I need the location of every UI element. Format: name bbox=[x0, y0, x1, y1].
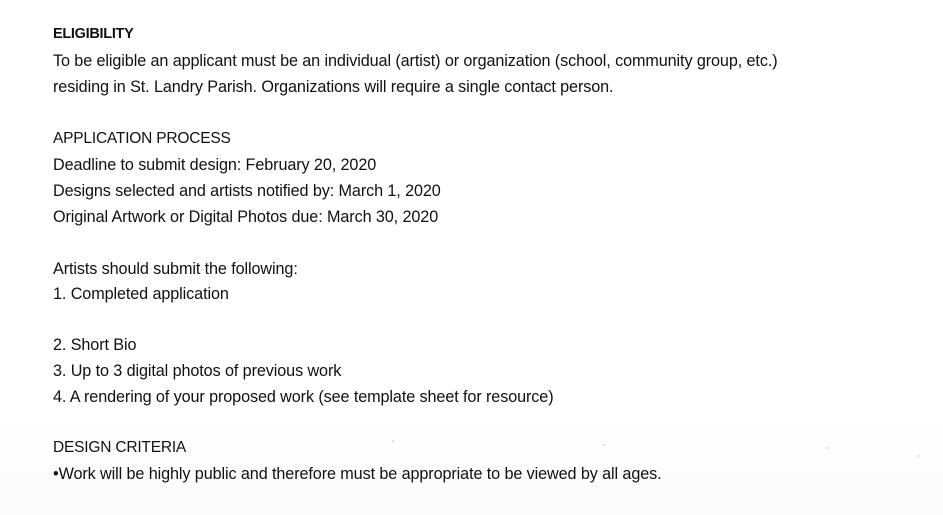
submit-item-1: 1. Completed application bbox=[53, 285, 229, 303]
submit-item-3: 3. Up to 3 digital photos of previous work bbox=[53, 362, 342, 380]
notified-line: Designs selected and artists notified by: March 1, 2020 bbox=[53, 182, 441, 200]
eligibility-heading: ELIGIBILITY bbox=[53, 26, 134, 42]
scan-speck bbox=[918, 455, 920, 457]
application-process-heading: APPLICATION PROCESS bbox=[53, 130, 231, 147]
scan-speck bbox=[826, 447, 828, 449]
scan-speck bbox=[603, 444, 605, 446]
design-criteria-bullet-1: •Work will be highly public and therefore must be appropriate to be viewed by all ages. bbox=[53, 465, 662, 483]
submit-intro: Artists should submit the following: bbox=[53, 260, 298, 278]
design-criteria-heading: DESIGN CRITERIA bbox=[53, 439, 187, 456]
submit-item-4: 4. A rendering of your proposed work (see template sheet for resource) bbox=[53, 388, 554, 406]
eligibility-text-line-2: residing in St. Landry Parish. Organizations will require a single contact person. bbox=[53, 78, 614, 96]
artwork-due-line: Original Artwork or Digital Photos due: March 30, 2020 bbox=[53, 208, 439, 226]
deadline-line: Deadline to submit design: February 20, 2020 bbox=[53, 156, 377, 174]
scan-speck bbox=[392, 440, 394, 442]
submit-item-2: 2. Short Bio bbox=[53, 336, 137, 354]
eligibility-text-line-1: To be eligible an applicant must be an individual (artist) or organization (school, community group, etc.) bbox=[53, 52, 778, 70]
